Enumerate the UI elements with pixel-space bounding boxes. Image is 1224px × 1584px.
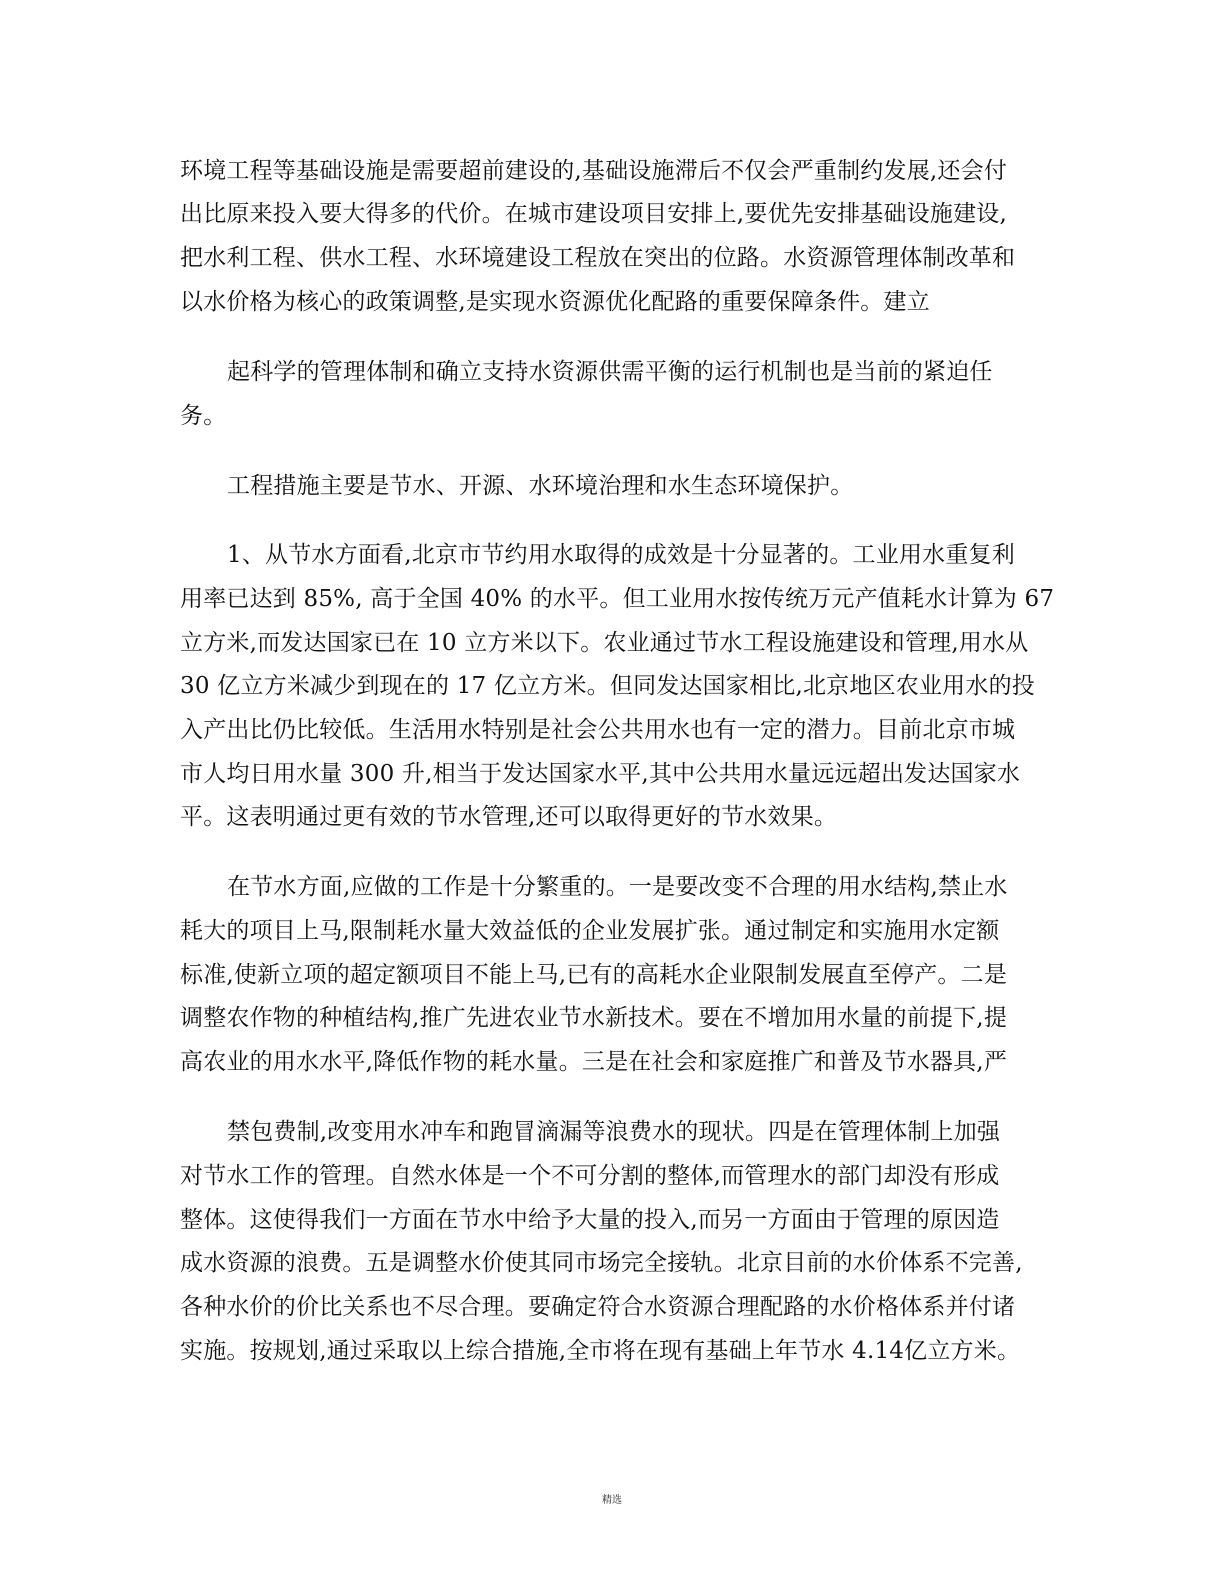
text-line: 30 亿立方米减少到现在的 17 亿立方米。但同发达国家相比,北京地区农业用水的投 [180, 673, 1035, 699]
text-line: 对节水工作的管理。自然水体是一个不可分割的整体,而管理水的部门却没有形成 [180, 1163, 1000, 1189]
text-line: 标准,使新立项的超定额项目不能上马,已有的高耗水企业限制发展直至停产。二是 [180, 962, 1008, 988]
text-line: 以水价格为核心的政策调整,是实现水资源优化配路的重要保障条件。建立 [180, 289, 930, 315]
text-line: 入产出比仍比较低。生活用水特别是社会公共用水也有一定的潜力。目前北京市城 [180, 717, 1016, 743]
text-line: 环境工程等基础设施是需要超前建设的,基础设施滞后不仅会严重制约发展,还会付 [180, 158, 1008, 184]
text-line: 在节水方面,应做的工作是十分繁重的。一是要改变不合理的用水结构,禁止水 [227, 874, 1008, 900]
text-line: 把水利工程、供水工程、水环境建设工程放在突出的位路。水资源管理体制改革和 [180, 245, 1016, 271]
text-line: 1、从节水方面看,北京市节约用水取得的成效是十分显著的。工业用水重复利 [227, 542, 1015, 568]
text-line: 用率已达到 85%, 高于全国 40% 的水平。但工业用水按传统万元产值耗水计算为 67 [180, 586, 1055, 612]
text-line: 调整农作物的种植结构,推广先进农业节水新技术。要在不增加用水量的前提下,提 [180, 1005, 1008, 1031]
page-footer: 精选 [602, 1495, 622, 1506]
text-line: 务。 [180, 403, 227, 429]
text-line: 平。这表明通过更有效的节水管理,还可以取得更好的节水效果。 [180, 804, 838, 830]
text-line: 起科学的管理体制和确立支持水资源供需平衡的运行机制也是当前的紧迫任 [227, 359, 993, 385]
text-line: 实施。按规划,通过采取以上综合措施,全市将在现有基础上年节水 4.14亿立方米。 [180, 1338, 1021, 1364]
text-line: 各种水价的价比关系也不尽合理。要确定符合水资源合理配路的水价格体系并付诸 [180, 1294, 1016, 1320]
text-line: 工程措施主要是节水、开源、水环境治理和水生态环境保护。 [227, 473, 854, 499]
text-line: 耗大的项目上马,限制耗水量大效益低的企业发展扩张。通过制定和实施用水定额 [180, 918, 1000, 944]
text-line: 整体。这使得我们一方面在节水中给予大量的投入,而另一方面由于管理的原因造 [180, 1207, 1000, 1233]
text-line: 成水资源的浪费。五是调整水价使其同市场完全接轨。北京目前的水价体系不完善, [180, 1250, 1023, 1276]
text-line: 高农业的用水水平,降低作物的耗水量。三是在社会和家庭推广和普及节水器具,严 [180, 1049, 1008, 1075]
text-line: 市人均日用水量 300 升,相当于发达国家水平,其中公共用水量远远超出发达国家水 [180, 761, 1021, 787]
text-line: 禁包费制,改变用水冲车和跑冒滴漏等浪费水的现状。四是在管理体制上加强 [227, 1119, 1001, 1145]
text-line: 立方米,而发达国家已在 10 立方米以下。农业通过节水工程设施建设和管理,用水从 [180, 630, 1029, 656]
text-line: 出比原来投入要大得多的代价。在城市建设项目安排上,要优先安排基础设施建设, [180, 201, 1008, 227]
